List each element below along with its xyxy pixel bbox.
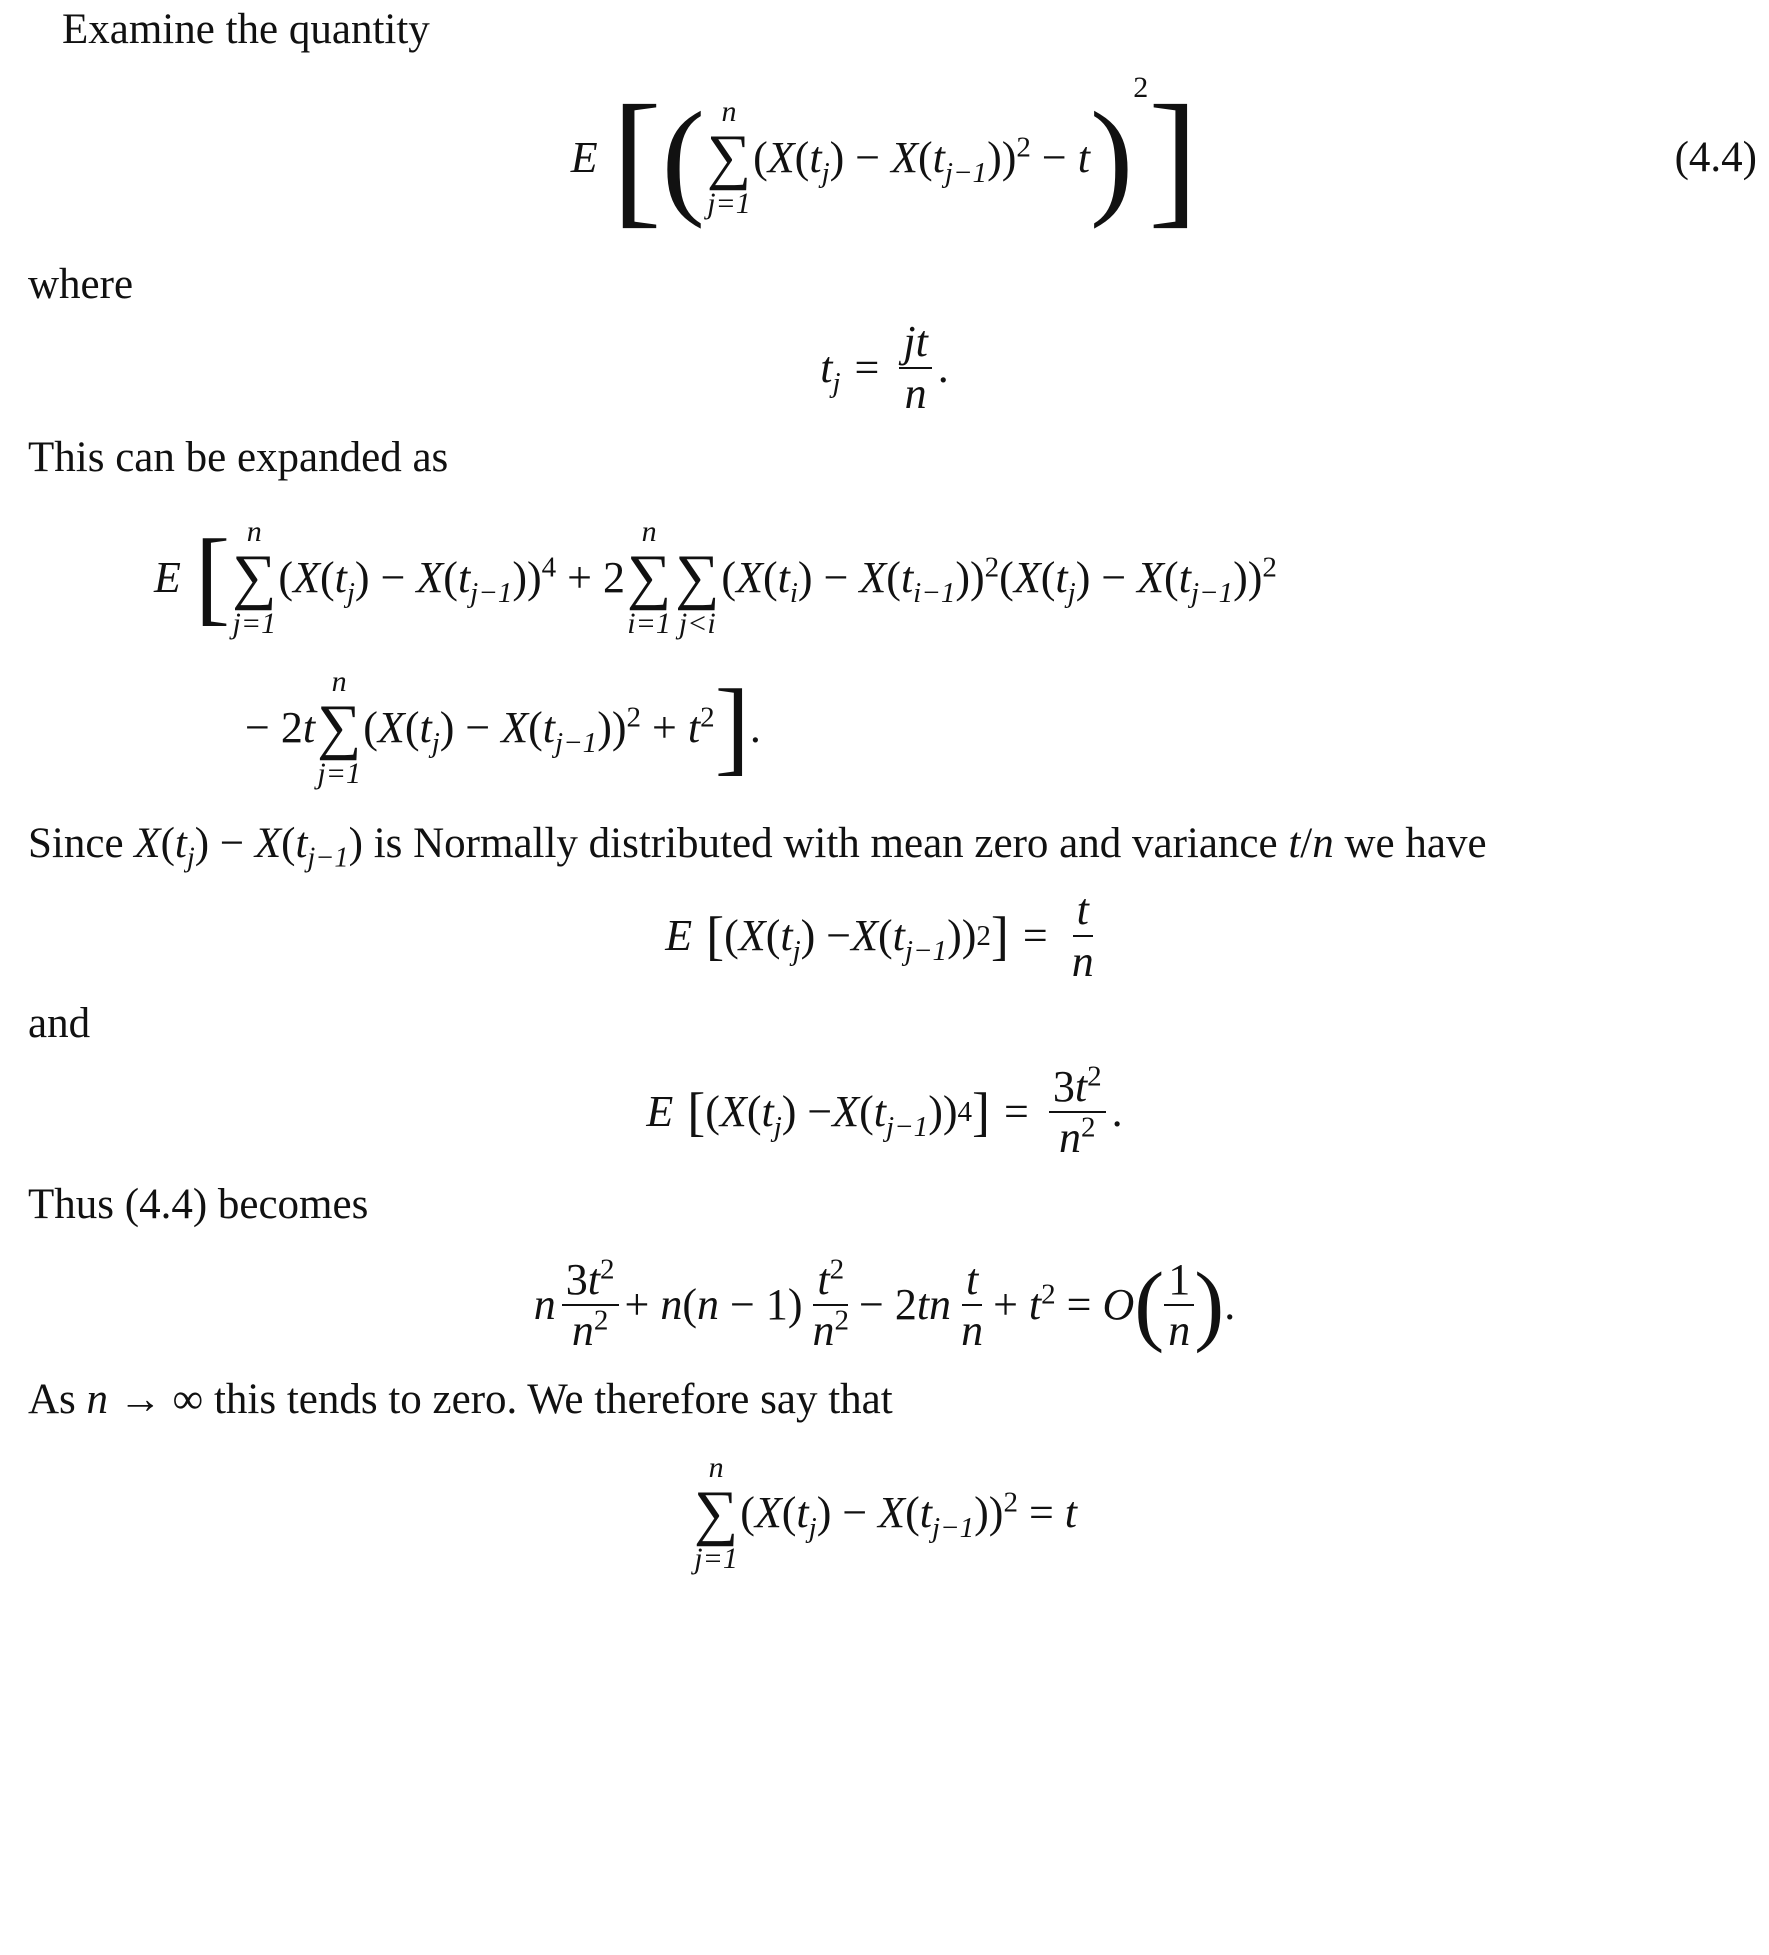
text-and: and (28, 1000, 91, 1047)
text-since-end: we have (1344, 820, 1487, 867)
equation-expansion-line-1: E [ n ∑ j=1 $(X(t_j) - X(t_{j-1}))^4 + 2$ n ∑ i=1 ∑ j<i $(X(t_i) - X(t_{i-1}))^2(X(t_j) - X(t_{j-1}))^2$ (154, 515, 1277, 640)
text-where: where (28, 261, 134, 308)
equation-fourth-moment: E [ ( X ( $t_j$ ) − X ( $t_{j-1}$ )) 4 ] = $\frac{3t^2}{n^2}$ . (646, 1060, 1123, 1162)
text-since-pre: Since (28, 820, 124, 867)
equation-4-4: E [ ( n ∑ j=1 $(X(t_j) - X(t_{j-1}))^2 - t$ ) 2 ] (4.4) (570, 70, 1757, 241)
text-as-pre: As (28, 1376, 76, 1423)
left-bracket: [ (611, 74, 662, 241)
equation-second-moment: E [ ( X ( $t_j$ ) − X ( $t_{j-1}$ )) 2 ] = $\frac{t}{n}$ (665, 885, 1094, 986)
text-since-post: is Normally distributed with mean zero and variance (373, 820, 1278, 867)
equation-number: (4.4) (1674, 134, 1757, 181)
text-intro: Examine the quantity (62, 6, 430, 53)
text-expanded: This can be expanded as (28, 434, 449, 481)
equation-final-sum: n ∑ j=1 $(X(t_j) - X(t_{j-1}))^2 = t$ (693, 1450, 1078, 1576)
text-thus: Thus (4.4) becomes (28, 1181, 369, 1228)
equation-result: n $\frac{3t^2}{n^2}$ + n(n − 1) $\frac{t^2}{n^2}$ − 2tn $\frac{t}{n}$ + $t^2 = O$ ( $\frac{1}{n}$ ) . (533, 1253, 1236, 1355)
equation-tj: $t_j$ = $\frac{jt}{n}$ . (820, 317, 949, 418)
text-since: Since $X(t_j) - X(t_{j-1})$ is Normally distributed with mean zero and variance t/n we have (28, 820, 1487, 874)
text-as-post: this tends to zero. We therefore say that (213, 1376, 893, 1423)
equation-expansion-line-2: − 2t n ∑ j=1 $(X(t_j) - X(t_{j-1}))^2 + t^2$ ] . (245, 665, 761, 790)
text-as: As n → ∞ this tends to zero. We therefore say that (28, 1376, 893, 1423)
